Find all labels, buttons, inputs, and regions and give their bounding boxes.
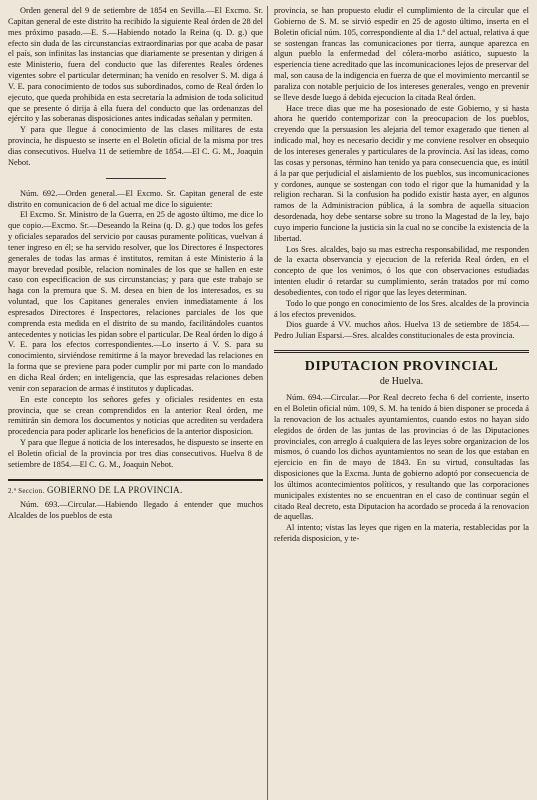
order-paragraph: Hace trece dias que me ha posesionado de este Gobierno, y si hasta ahora he querido contemporizar con la preocupacion de los pueblos, creyendo que la persuasion les alejaria del temor exagerado que tienen al indicado mal, hoy es necesario decidir y me conviene resolver en obsequio de los intereses generales y particulares de la provincia. Así las ideas, como las cosas y personas, término han tenido ya para consecuencia que, es inútil á la par que perjudicial el aislamiento de los pueblos, sus incomunicaciones y cordones, aunque se sostengan con todo el rigor que la humanidad y la religion recharan. Si la confusion ha podido existir hasta ayer, en algunos ramos de la Administracion pública, á la sombra de aquella situacion desordenada, hoy debe sentarse sobre su trono la Magestad de la ley, bajo cuyo imperio funcione la justicia sin la cual no se concibe la existencia de la libertad. (274, 103, 529, 243)
order-paragraph: El Excmo. Sr. Ministro de la Guerra, en 25 de agosto último, me dice lo que copio.—Excmo. Sr.—Deseando la Reina (q. D. g.) que todos los gefes y oficiales separados del servicio por causas puramente políticas, vuelvan á tener ingreso en él; se ha servido resolver, que los Directores é Inspectores generales de todas las armas é institutos, remitan á este Ministerio á la mayor brevedad posible, relacion nominales de los que se hallen en este caso con especificacion de sus circunstancias; y para que este trabajo se haga con la premura que S. M. desea en bien de los interesados, es su voluntad, que los Capitanes generales envien inmediatamente á los espresados Directores é Inspectores, relaciones parciales de los que comprenda esta medida en el distrito de su mando, facilitándoles cuantos antecedentes y noticias les pidan sobre el particular. De Real órden lo digo á V. E. para los efectos correspondientes.—Lo inserto á V. S. para su conocimiento, sirviéndose remitirme á la mayor brevedad las relaciones en la forma que se previene para poder cumplir por mi parte con lo mandado en dicha Real órden; en inteligencia, que las espresadas relaciones deben venir con separacion de armas é institutos y duplicadas. (8, 210, 263, 393)
section-title-main: DIPUTACION PROVINCIAL (304, 359, 499, 375)
signature-paragraph: Dios guarde á VV. muchos años. Huelva 13 de setiembre de 1854.—Pedro Julian Esparsi.—Sres. alcaldes constitucionales de esta provincia. (274, 320, 529, 341)
order-paragraph: Los Sres. alcaldes, bajo su mas estrecha responsabilidad, me responden de la exacta observancia y ejecucion de la referida Real órden, en el concepto de que los venimos, ó los que con observaciones estudiadas intenten eludir ó retardar su cumplimiento, serán tratados por mí como desobedientes, con todo el rigor que las leyes determinan. (274, 244, 529, 297)
order-paragraph: Y para que llegue á noticia de los interesados, he dispuesto se inserte en el Boletin oficial de la provincia por tres dias consecutivos. Huelva 8 de setiembre de 1854.—El C. G. M., Joaquin Nebot. (8, 438, 263, 469)
order-paragraph: Núm. 693.—Circular.—Habiendo llegado á entender que muchos Alcaldes de los pueblos de esta (8, 500, 263, 521)
order-paragraph: Todo lo que pongo en conocimiento de los Sres. alcaldes de la provincia á los efectos prevenidos. (274, 298, 529, 319)
section-heading (8, 479, 263, 497)
separator-rule (106, 178, 166, 179)
order-paragraph: Al intento; vistas las leyes que rigen en la materia, restablecidas por la referida disposicion, y te- (274, 523, 529, 544)
left-column (8, 6, 263, 522)
order-paragraph: provincia, se han propuesto eludir el cumplimiento de la circular que el Gobierno de S. M. se sirvió espedir en 25 de agosto último, inserta en el Boletin oficial núm. 105, correspondiente al dia 1.º del actual, relativa á que se sostengan francas las comunicaciones por tierra, aunque aparezca en algun pueblo la enfermedad del cólera-morbo asiático, supuesto la esperiencia tiene acreditado que las incomunicaciones lejos de preservar del mal, son causa de la indigencia en fuerza de que el movimiento mercantil se paraliza con notable perjuicio de los intereses generales, vengo en prevenir se lleve desde luego á debida ejecucion la citada Real órden. (274, 6, 529, 102)
section-title-box (274, 350, 529, 388)
order-paragraph: Núm. 694.—Circular.—Por Real decreto fecha 6 del corriente, inserto en el Boletin oficial núm. 109, S. M. ha tenido á bien disponer se proceda á la renovacion de los actuales ayuntamientos, cuando estos no hayan sido elegidos de órden de las juntas de las provincias ó de las Diputaciones provinciales, con arreglo á cualquiera de las leyes sobre organizacion de los mismos, ó cuando los dichos ayuntamientos no sean de los que estaban en ejercicio en fin de mayo de 1843. En su virtud, consultadas las disposiciones que la Excma. Junta de gobierno adoptó por consecuencia de los últimos acontecimientos políticos, y resultando que las corporaciones municipales existentes no se encuentran en el caso de continuar según el citado Real decreto, esta Diputacion ha acordado se proceda á la renovacion de aquellas. (274, 393, 529, 522)
order-paragraph: En este concepto los señores gefes y oficiales residentes en esta provincia, que se crean comprendidos en la anterior Real órden, me remitirán sin demora los documentos y noticias que acrediten su verdadera procedencia para poder aplicarle los beneficios de la anterior disposicion. (8, 394, 263, 437)
section-number: 2.ª Seccion. (8, 486, 45, 495)
right-column (274, 6, 529, 545)
order-paragraph: Y para que llegue á conocimiento de las clases militares de esta provincia, he dispuesto se inserte en el Boletin oficial de la misma por tres dias consecutivos. Huelva 11 de setiembre de 1854.—El C. G. M., Joaquin Nebot. (8, 125, 263, 167)
section-title: GOBIERNO DE LA PROVINCIA. (47, 484, 183, 495)
order-paragraph: Orden general del 9 de setiembre de 1854 en Sevilla.—El Excmo. Sr. Capitan general de este distrito ha recibido la siguiente Real órden de 28 del mes próximo pasado.—E. S.—Habiendo notado la Reina (q. D. g.) que efecto sin duda de las circunstancias extraordinarias por que acaba de pasar el país, son infinitas las instancias que diariamente se presentan y dirigen á este Ministerio, fuera del conducto que las diferentes Reales órdenes vigentes sobre el particular determinan; ha venido en resolver S. M. diga á V. E. para conocimiento de todos sus subordinados, como de Real órden lo ejecuto, que queda prohibida en esta secretaría la admision de toda solicitud que se presente ó dirija á ella fuera del conducto que las ordenanzas del ejército y las soberanas disposiciones antes indicadas señalan y permiten. (8, 6, 263, 124)
order-paragraph: Núm. 692.—Orden general.—El Excmo. Sr. Capitan general de este distrito en comunicacion de 6 del actual me dice lo siguiente: (8, 188, 263, 209)
column-divider (267, 6, 268, 800)
section-title-sub: de Huelva. (379, 376, 424, 388)
